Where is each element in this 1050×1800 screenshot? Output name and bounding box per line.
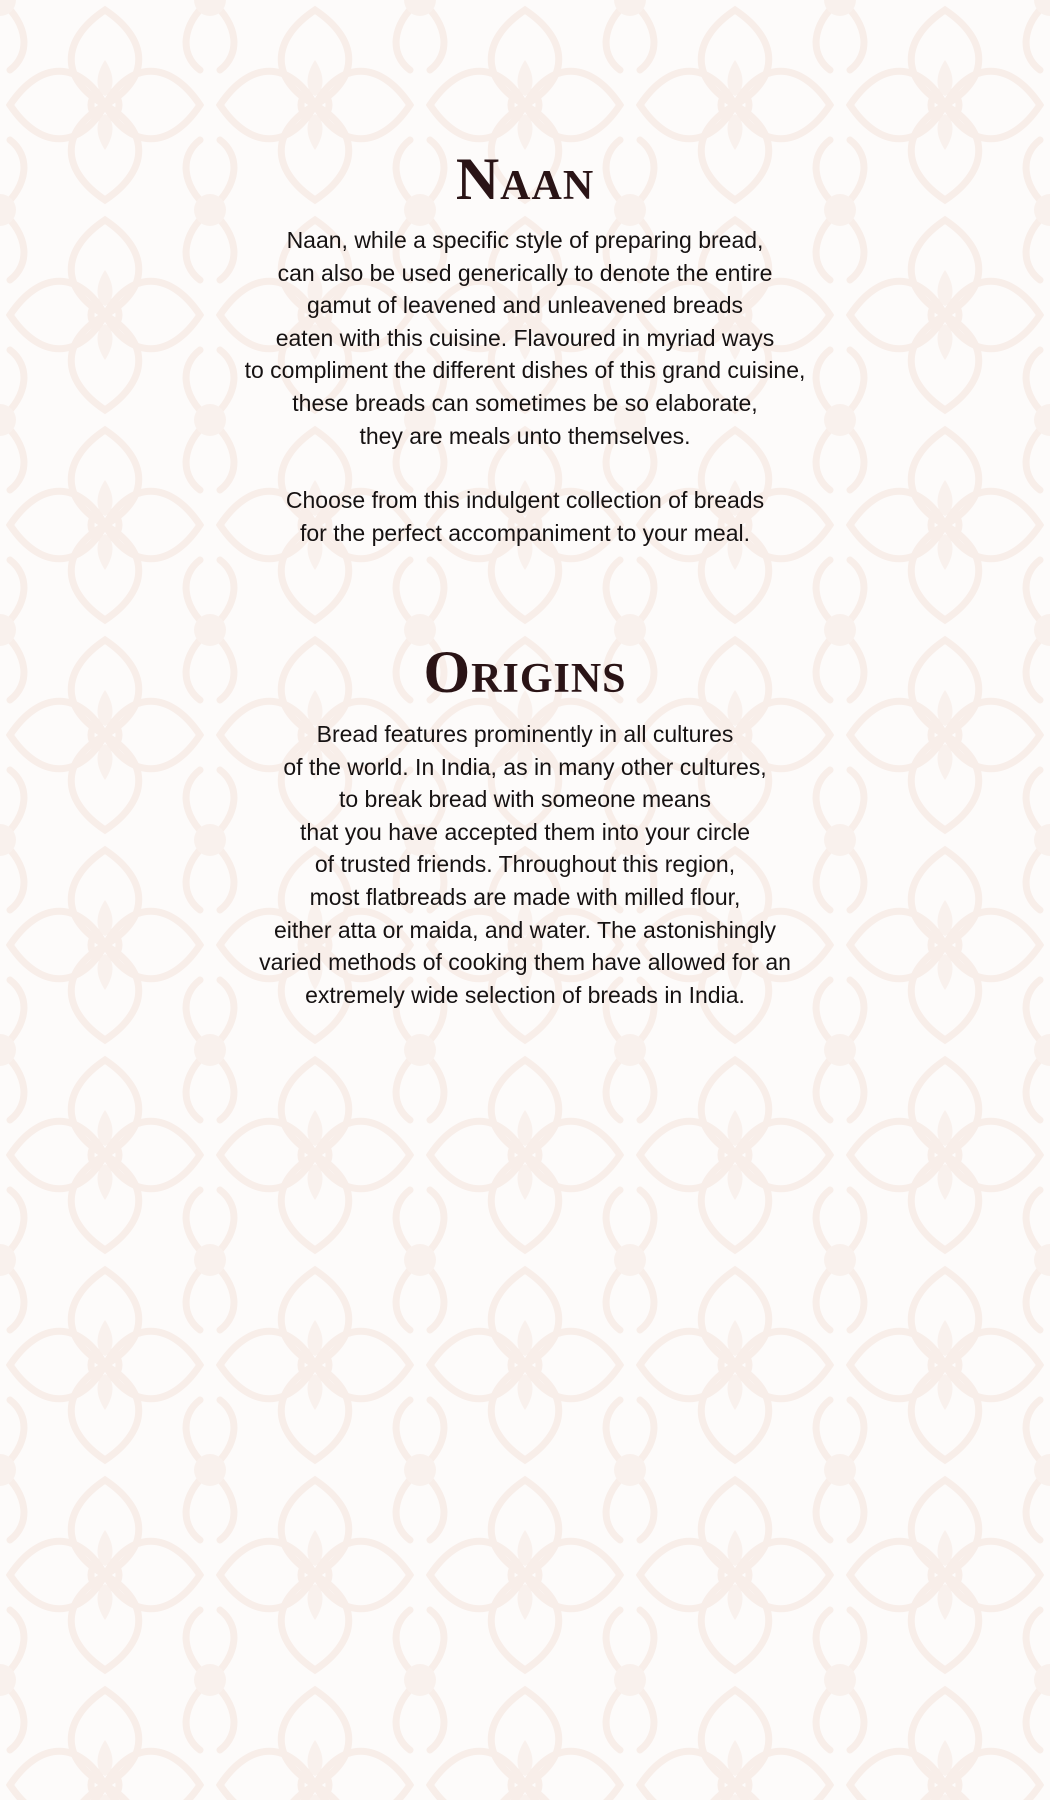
origins-line: of the world. In India, as in many other cultures, (283, 753, 767, 780)
origins-line: extremely wide selection of breads in India. (305, 981, 745, 1008)
origins-paragraph (0, 718, 1050, 1011)
naan-choose-line: for the perfect accompaniment to your meal. (300, 519, 750, 546)
origins-line: either atta or maida, and water. The astonishingly (273, 916, 777, 943)
origins-line: Bread features prominently in all cultures (316, 721, 734, 747)
naan-intro-line: they are meals unto themselves. (359, 422, 691, 449)
naan-intro-line: can also be used generically to denote the entire (277, 259, 773, 286)
naan-intro-line: to compliment the different dishes of this grand cuisine, (244, 357, 806, 384)
origins-line: to break bread with someone means (338, 786, 712, 813)
naan-choose-paragraph (0, 484, 1050, 549)
origins-line: of trusted friends. Throughout this region, (314, 851, 736, 878)
origins-line: most flatbreads are made with milled flour, (309, 883, 741, 910)
origins-line: varied methods of cooking them have allowed for an (259, 949, 791, 976)
origins-heading: Origins (423, 639, 627, 705)
naan-intro-line: these breads can sometimes be so elaborate, (292, 389, 758, 416)
naan-choose-line: Choose from this indulgent collection of breads (285, 487, 765, 513)
naan-intro-paragraph (0, 224, 1050, 452)
naan-intro-line: gamut of leavened and unleavened breads (306, 292, 744, 319)
naan-heading: Naan (455, 146, 595, 212)
naan-intro-line: eaten with this cuisine. Flavoured in myriad ways (275, 324, 775, 351)
naan-intro-line: Naan, while a specific style of preparing bread, (286, 227, 764, 253)
origins-line: that you have accepted them into your circle (299, 818, 751, 845)
